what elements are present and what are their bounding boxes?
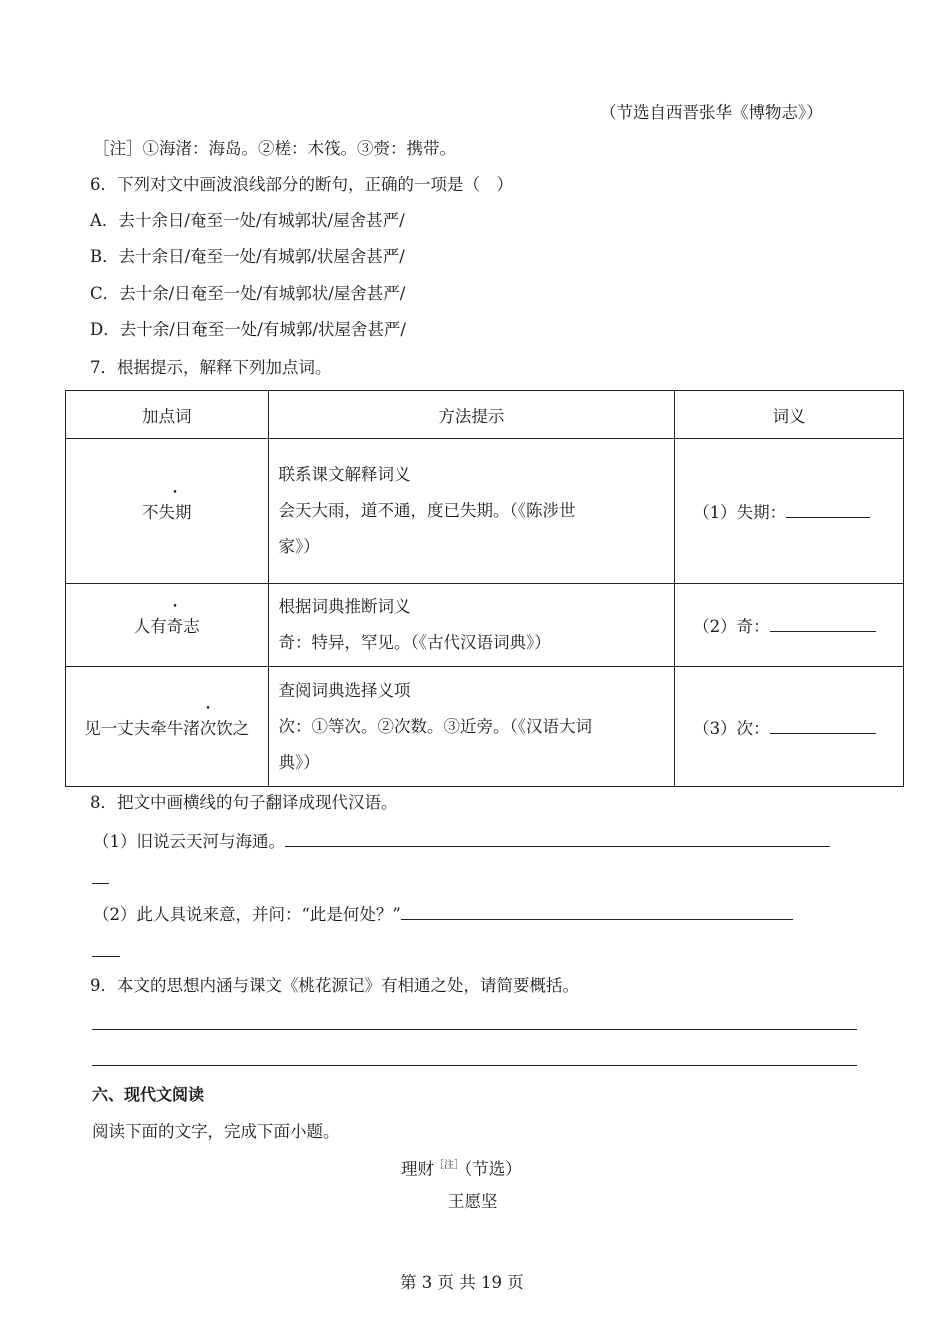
method-line: 联系课文解释词义 bbox=[278, 465, 411, 484]
q7-table bbox=[65, 390, 904, 787]
article-title-text: 理财 bbox=[401, 1159, 434, 1179]
article-title bbox=[401, 1154, 522, 1182]
method-line: 奇：特异，罕见。（《古代汉语词典》） bbox=[278, 633, 551, 652]
word-plain: 饮之 bbox=[216, 718, 250, 738]
answer-blank[interactable] bbox=[285, 828, 830, 847]
q8-item-1 bbox=[93, 828, 830, 854]
method-line: 会天大雨，道不通，度已失期。（《陈涉世 bbox=[278, 501, 576, 520]
table-header-row bbox=[66, 391, 904, 439]
table-row bbox=[66, 439, 904, 584]
q6-option-b: B．去十余日/奄至一处/有城郭/状屋舍甚严/ bbox=[90, 247, 405, 266]
method-cell bbox=[268, 667, 675, 787]
header-meaning: 词义 bbox=[675, 391, 904, 439]
answer-line[interactable] bbox=[92, 1065, 857, 1066]
answer-blank[interactable] bbox=[786, 499, 870, 518]
meaning-cell bbox=[675, 439, 904, 584]
method-line: 典》） bbox=[278, 752, 320, 772]
q6-option-c: C．去十余/日奄至一处/有城郭状/屋舍甚严/ bbox=[90, 284, 406, 303]
meaning-label: （1）失期： bbox=[693, 503, 787, 522]
annotation: ［注］①海渚：海岛。②槎：木筏。③赍：携带。 bbox=[93, 139, 456, 158]
answer-line[interactable] bbox=[92, 1029, 857, 1030]
answer-blank-continued[interactable] bbox=[92, 938, 120, 957]
meaning-label: （3）次： bbox=[693, 718, 770, 738]
dotted-word: 次 bbox=[199, 718, 217, 738]
q8-item-2-text: （2）此人具说来意，并问：“此是何处？” bbox=[93, 905, 401, 924]
answer-blank-continued[interactable] bbox=[92, 865, 109, 884]
page-footer: 第 3 页 共 19 页 bbox=[400, 1273, 524, 1292]
word-plain: 志 bbox=[183, 617, 200, 636]
q6-stem: 6．下列对文中画波浪线部分的断句，正确的一项是（ ） bbox=[90, 175, 513, 194]
answer-blank[interactable] bbox=[770, 715, 876, 734]
answer-blank[interactable] bbox=[401, 901, 793, 920]
header-word: 加点词 bbox=[66, 391, 269, 439]
q6-option-d: D．去十余/日奄至一处/有城郭/状屋舍甚严/ bbox=[90, 320, 406, 339]
dotted-word: 奇 bbox=[166, 617, 184, 636]
title-footnote-mark: ［注］ bbox=[434, 1160, 464, 1171]
source-note: （节选自西晋张华《博物志》） bbox=[600, 103, 823, 122]
q8-stem: 8．把文中画横线的句子翻译成现代汉语。 bbox=[90, 793, 398, 812]
method-cell bbox=[268, 584, 675, 667]
answer-blank[interactable] bbox=[770, 613, 876, 632]
table-row bbox=[66, 667, 904, 787]
method-cell bbox=[268, 439, 675, 584]
word-cell bbox=[66, 439, 269, 584]
word-plain: 人有 bbox=[133, 617, 167, 636]
q8-item-2 bbox=[93, 901, 793, 927]
method-line: 次：①等次。②次数。③近旁。（《汉语大词 bbox=[278, 716, 593, 736]
dotted-word: 失期 bbox=[158, 503, 192, 522]
word-plain: 见一丈夫牵牛渚 bbox=[84, 718, 200, 738]
table-row bbox=[66, 584, 904, 667]
method-line: 查阅词典选择义项 bbox=[278, 680, 411, 700]
meaning-cell bbox=[675, 667, 904, 787]
word-cell bbox=[66, 667, 269, 787]
word-plain: 不 bbox=[142, 503, 159, 522]
word-cell bbox=[66, 584, 269, 667]
section-instruction: 阅读下面的文字，完成下面小题。 bbox=[92, 1122, 340, 1141]
article-author: 王愿坚 bbox=[448, 1192, 498, 1211]
header-method: 方法提示 bbox=[268, 391, 675, 439]
q6-option-a: A．去十余日/奄至一处/有城郭状/屋舍甚严/ bbox=[90, 211, 405, 230]
section-heading: 六、现代文阅读 bbox=[92, 1085, 205, 1104]
q7-stem: 7．根据提示，解释下列加点词。 bbox=[90, 358, 332, 377]
method-line: 根据词典推断词义 bbox=[278, 597, 411, 616]
article-title-suffix: （节选） bbox=[464, 1159, 522, 1179]
q8-item-1-text: （1）旧说云天河与海通。 bbox=[93, 832, 285, 851]
meaning-cell bbox=[675, 584, 904, 667]
q9-stem: 9．本文的思想内涵与课文《桃花源记》有相通之处，请简要概括。 bbox=[90, 976, 579, 995]
method-line: 家》） bbox=[278, 537, 320, 556]
meaning-label: （2）奇： bbox=[693, 617, 770, 636]
